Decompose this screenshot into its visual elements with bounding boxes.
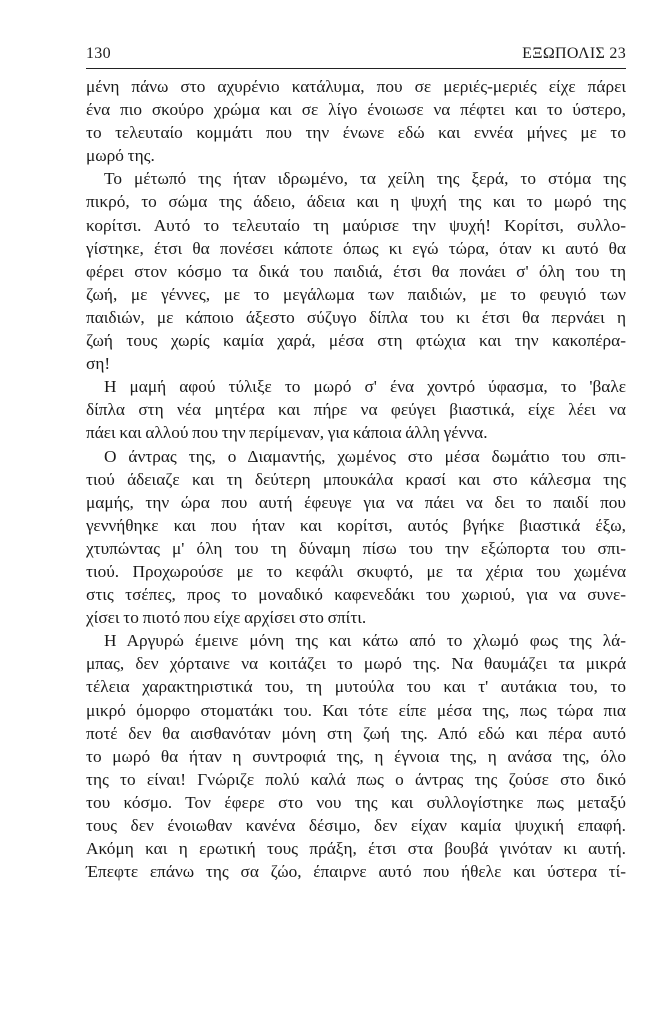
text-line: μένη πάνω στο αχυρένιο κατάλυμα, που σε μεριές-μεριές είχε πάρει <box>86 77 626 96</box>
text-line: ποτέ δεν θα αισθανόταν μόνη στη ζωή της. Από εδώ και πέρα αυτό <box>86 723 626 743</box>
text-line: χτυπώντας μ' όλη του τη δύναμη πίσω του την εξώπορτα του σπι- <box>86 538 626 558</box>
text-line: φέρει στον κόσμο τα δικά του παιδιά, έτσι θα πονάει σ' όλη του τη <box>86 261 626 281</box>
text-line: τιού άδειαζε και τη δεύτερη μπουκάλα κρασί και στο κάλεσμα της <box>86 469 626 489</box>
text-line: Ακόμη και η ερωτική τους πράξη, έτσι στα βουβά γινόταν κι αυτή. <box>86 839 626 859</box>
text-line: μαμής, την ώρα που αυτή έφευγε για να πάει να δει το παιδί που <box>86 492 626 512</box>
text-line: στις τσέπες, προς το μοναδικό καφενεδάκι του χωριού, για να συνε- <box>86 585 626 605</box>
text-line: τους δεν ένοιωθαν κανένα δέσιμο, δεν είχαν καμία ψυχική επαφή. <box>86 816 626 835</box>
text-line: της το είναι! Γνώριζε πολύ καλά πως ο άντρας της ζούσε στο δικό <box>86 769 626 789</box>
text-line: κορίτσι. Αυτό το τελευταίο τη μαύρισε την ψυχή! Κορίτσι, συλλο- <box>86 215 626 235</box>
text-line: Η μαμή αφού τύλιξε το μωρό σ' ένα χοντρό ύφασμα, το 'βαλε <box>104 377 626 397</box>
text-line: ζωή τους χωρίς καμία χαρά, μέσα στη φτώχια και την κακοπέρα- <box>86 331 626 351</box>
text-line: ζωή, με γέννες, με το μεγάλωμα των παιδιών, με το φευγιό των <box>86 284 626 304</box>
book-page <box>86 44 626 883</box>
text-line: Η Αργυρώ έμεινε μόνη της και κάτω από το χλωμό φως της λά- <box>104 631 626 651</box>
text-line: τέλεια χαρακτηριστικά του, τη μυτούλα του και τ' αυτάκια του, το <box>86 677 626 697</box>
text-line: Το μέτωπό της ήταν ιδρωμένο, τα χείλη της ξερά, το στόμα της <box>104 169 626 189</box>
text-line: το μωρό θα ήταν η συντροφιά της, η έγνοια της, η ανάσα της, όλο <box>86 746 626 766</box>
text-line: παιδιών, με κάποιο άξεστο σύζυγο δίπλα του κι έτσι θα περνάει η <box>86 307 626 327</box>
text-line: του κόσμο. Τον έφερε στο νου της και συλλογίστηκε πως μεταξύ <box>86 792 626 812</box>
running-title: ΕΞΩΠΟΛΙΣ 23 <box>522 45 626 62</box>
text-line: πάει και αλλού που την περίμεναν, για κάποια άλλη γέννα. <box>86 423 488 443</box>
text-line: Ο άντρας της, ο Διαμαντής, χωμένος στο μέσα δωμάτιο του σπι- <box>104 446 626 466</box>
text-line: μπας, δεν χόρταινε να κοιτάζει το μωρό της. Να θαυμάζει τα μικρά <box>86 654 626 674</box>
text-line: μωρό της. <box>86 146 155 166</box>
page-number: 130 <box>86 45 111 62</box>
text-line: γεννήθηκε και που ήταν και κορίτσι, αυτός βγήκε βιαστικά έξω, <box>86 515 626 535</box>
text-line: δίπλα στη νέα μητέρα και πήρε να φεύγει βιαστικά, είχε λέει να <box>86 400 626 420</box>
text-line: το τελευταίο κομμάτι που την ένωνε εδώ και εννέα μήνες με το <box>86 123 626 143</box>
page-header <box>86 44 626 69</box>
text-line: γίστηκε, έτσι θα πονέσει κάποτε όπως κι εγώ τώρα, όταν κι αυτό θα <box>86 238 626 258</box>
text-line: τιού. Προχωρούσε με το κεφάλι σκυφτό, με τα χέρια του χωμένα <box>86 561 626 581</box>
text-line: ένα πιο σκούρο χρώμα και σε λίγο ένοιωσε να πέφτει και το ύστερο, <box>86 100 626 120</box>
text-line: πικρό, το σώμα της άδειο, άδεια και η ψυχή της και το μωρό της <box>86 192 626 212</box>
text-line: μικρό όμορφο στοματάκι του. Και τότε είπε μέσα της, πως τώρα πια <box>86 700 626 720</box>
text-line: ση! <box>86 354 111 374</box>
body-text <box>86 75 626 883</box>
text-line: Έπεφτε επάνω της σα ζώο, έπαιρνε αυτό που ήθελε και ύστερα τί- <box>86 862 626 882</box>
text-line: χίσει το πιοτό που είχε αρχίσει στο σπίτι. <box>86 608 367 628</box>
